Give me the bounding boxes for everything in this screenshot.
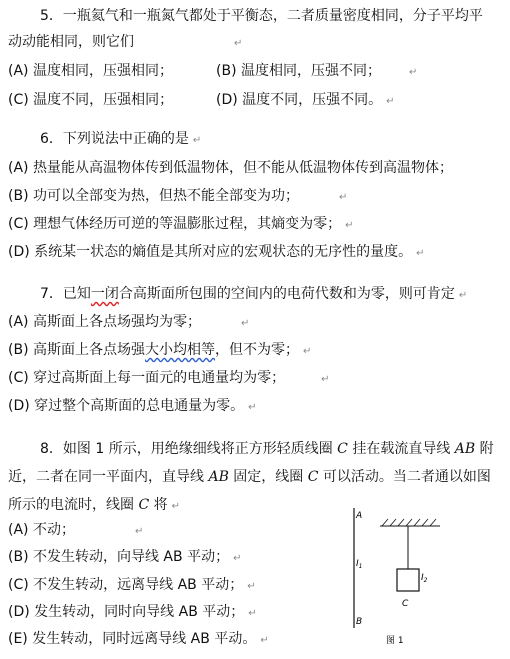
label-c: C (402, 599, 409, 609)
figure-1-diagram (340, 498, 500, 658)
q7-stem: 7．已知一闭合高斯面所包围的空间内的电荷代数和为零，则可肯定 ↵ (40, 286, 468, 302)
q8-option-c: (C) 不发生转动，远离导线 AB 平动； ↵ (8, 577, 256, 593)
label-a: A (356, 511, 363, 521)
q6-stem: 6．下列说法中正确的是 ↵ (40, 131, 202, 147)
q8-stem-line1: 8．如图 1 所示，用绝缘细线将正方形轻质线圈 C 挂在载流直导线 AB 附 (40, 441, 494, 457)
grammar-underline: 大小均相等 (144, 342, 215, 358)
q8-stem-line2: 近，二者在同一平面内，直导线 AB 固定，线圈 C 可以活动。当二者通以如图 (8, 469, 491, 485)
q5-option-b: (B) 温度相同，压强不同； ↵ (216, 63, 418, 79)
spellcheck-underline: 一闭 (90, 286, 119, 302)
q8-option-d: (D) 发生转动，同时向导线 AB 平动； ↵ (8, 604, 257, 620)
figure-caption: 图 1 (386, 636, 404, 646)
q6-option-c: (C) 理想气体经历可逆的等温膨胀过程，其熵变为零； ↵ (8, 216, 354, 232)
label-b: B (356, 617, 363, 627)
q5-stem-line2: 动动能相同，则它们 ↵ (8, 34, 243, 50)
q5-option-a: (A) 温度相同，压强相同； (8, 63, 173, 79)
coil-c (397, 569, 419, 591)
q8-option-b: (B) 不发生转动，向导线 AB 平动； ↵ (8, 549, 242, 565)
q5-option-d: (D) 温度不同，压强不同。 ↵ (216, 92, 395, 108)
q8-stem-line3: 所示的电流时，线圈 C 将 ↵ (8, 497, 181, 513)
label-i1: $I_1$ (356, 559, 363, 570)
q6-option-a: (A) 热量能从高温物体传到低温物体，但不能从低温物体传到高温物体； (8, 160, 453, 176)
label-i2: $I_2$ (421, 573, 428, 584)
q7-option-a: (A) 高斯面上各点场强均为零； ↵ (8, 314, 250, 330)
q8-option-a: (A) 不动； ↵ (8, 522, 144, 538)
q7-option-c: (C) 穿过高斯面上每一面元的电通量均为零； ↵ (8, 370, 330, 386)
q6-option-d: (D) 系统某一状态的熵值是其所对应的宏观状态的无序性的量度。 ↵ (8, 244, 425, 260)
ceiling-hatch (382, 519, 436, 526)
q6-option-b: (B) 功可以全部变为热，但热不能全部变为功； ↵ (8, 188, 348, 204)
q7-option-d: (D) 穿过整个高斯面的总电通量为零。 ↵ (8, 398, 257, 414)
q7-option-b: (B) 高斯面上各点场强大小均相等，但不为零； ↵ (8, 342, 312, 358)
q5-stem-line1: 5．一瓶氦气和一瓶氮气都处于平衡态，二者质量密度相同，分子平均平 (40, 8, 483, 24)
q8-option-e: (E) 发生转动，同时远离导线 AB 平动。 ↵ (8, 631, 269, 647)
q5-option-c: (C) 温度不同，压强相同； (8, 92, 174, 108)
